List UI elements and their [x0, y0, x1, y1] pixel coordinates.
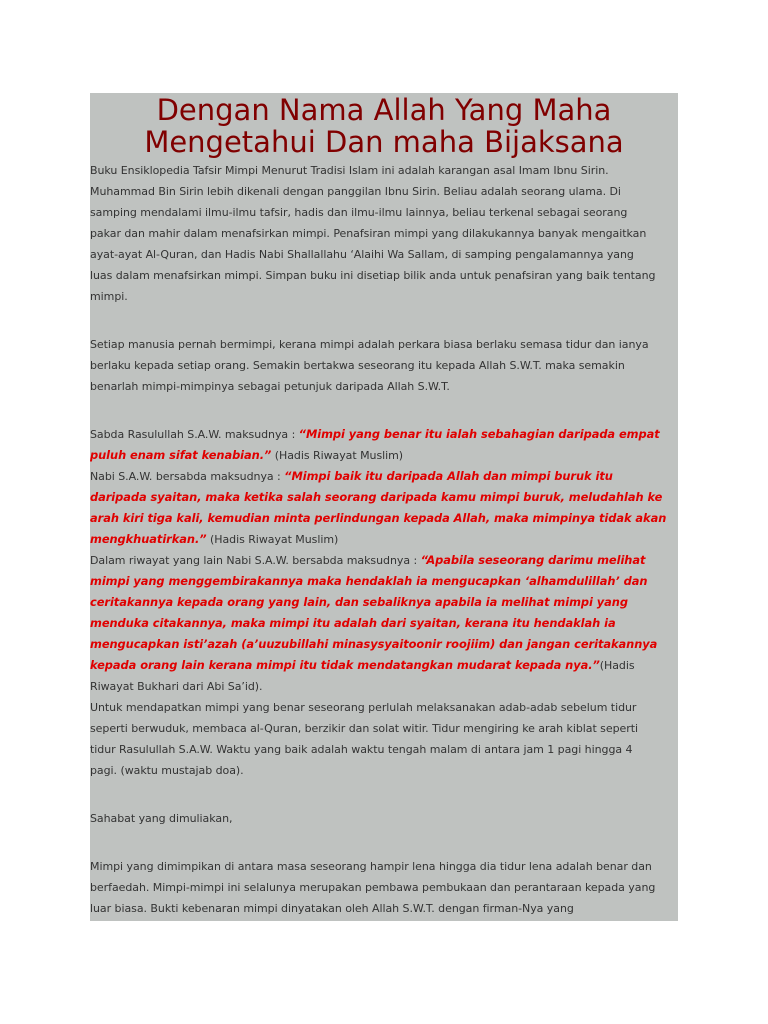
dream-paragraph [90, 334, 678, 397]
intro-paragraph [90, 160, 678, 307]
paragraph-line: Setiap manusia pernah bermimpi, kerana mimpi adalah perkara biasa berlaku semasa tidur dan ianya [90, 338, 649, 351]
hadith-line [90, 592, 678, 613]
hadith-quote: mengucapkan isti’azah (a’uuzubillahi minasysyaitoonir roojiim) dan jangan ceritakannya [90, 637, 658, 651]
paragraph-line: berfaedah. Mimpi-mimpi ini selalunya merupakan pembawa pembukaan dan perantaraan kepada yang [90, 881, 656, 894]
title-line-1: Dengan Nama Allah Yang Maha [156, 93, 612, 127]
hadith-2 [90, 466, 678, 550]
hadith-quote: ceritakannya kepada orang yang lain, dan sebaliknya apabila ia melihat mimpi yang [90, 595, 628, 609]
hadith-line [90, 634, 678, 655]
paragraph-line: berlaku kepada setiap orang. Semakin bertakwa seseorang itu kepada Allah S.W.T. maka semakin [90, 359, 625, 372]
intro-line: mimpi. [90, 290, 128, 303]
paragraph-spacer [90, 829, 678, 856]
intro-line: luas dalam menafsirkan mimpi. Simpan buku ini disetiap bilik anda untuk penafsiran yang baik tentang [90, 269, 656, 282]
intro-line: Buku Ensiklopedia Tafsir Mimpi Menurut Tradisi Islam ini adalah karangan asal Imam Ibnu Sirin. [90, 164, 609, 177]
hadith-prefix: Dalam riwayat yang lain Nabi S.A.W. bersabda maksudnya : [90, 554, 421, 567]
hadith-line [90, 445, 678, 466]
intro-line: ayat-ayat Al-Quran, dan Hadis Nabi Shallallahu ‘Alaihi Wa Sallam, di samping pengalamannya yang [90, 248, 634, 261]
hadith-quote: daripada syaitan, maka ketika salah seorang daripada kamu mimpi buruk, meludahlah ke [90, 490, 663, 504]
hadith-line [90, 655, 678, 676]
hadith-line [90, 676, 678, 697]
hadith-line [90, 613, 678, 634]
hadith-prefix: Sabda Rasulullah S.A.W. maksudnya : [90, 428, 299, 441]
title-line-2: Mengetahui Dan maha Bijaksana [144, 125, 624, 159]
hadith-line [90, 508, 678, 529]
hadith-quote: “Mimpi baik itu daripada Allah dan mimpi buruk itu [284, 469, 613, 483]
greeting-line: Sahabat yang dimuliakan, [90, 812, 233, 825]
hadith-quote: menduka citakannya, maka mimpi itu adalah dari syaitan, kerana itu hendaklah ia [90, 616, 616, 630]
hadith-line [90, 424, 678, 445]
hadith-prefix: Nabi S.A.W. bersabda maksudnya : [90, 470, 285, 483]
hadith-source: (Hadis Riwayat Muslim) [206, 533, 339, 546]
paragraph-line: tidur Rasulullah S.A.W. Waktu yang baik adalah waktu tengah malam di antara jam 1 pagi hingga 4 [90, 743, 633, 756]
paragraph-spacer [90, 397, 678, 424]
paragraph-line: pagi. (waktu mustajab doa). [90, 764, 244, 777]
hadith-quote: kepada orang lain kerana mimpi itu tidak mendatangkan mudarat kepada nya.” [90, 658, 600, 672]
paragraph-line: Untuk mendapatkan mimpi yang benar seseorang perlulah melaksanakan adab-adab sebelum tidur [90, 701, 637, 714]
hadith-quote: arah kiri tiga kali, kemudian minta perlindungan kepada Allah, maka mimpinya tidak akan [90, 511, 667, 525]
hadith-line [90, 487, 678, 508]
hadith-line [90, 529, 678, 550]
document-body [90, 160, 678, 919]
greeting-paragraph [90, 808, 678, 829]
hadith-quote: mimpi yang menggembirakannya maka hendaklah ia mengucapkan ‘alhamdulillah’ dan [90, 574, 648, 588]
intro-line: Muhammad Bin Sirin lebih dikenali dengan panggilan Ibnu Sirin. Beliau adalah seorang ulama. Di [90, 185, 621, 198]
final-paragraph [90, 856, 678, 919]
hadith-line [90, 466, 678, 487]
paragraph-line: luar biasa. Bukti kebenaran mimpi dinyatakan oleh Allah S.W.T. dengan firman-Nya yang [90, 902, 574, 915]
paragraph-line: benarlah mimpi-mimpinya sebagai petunjuk daripada Allah S.W.T. [90, 380, 450, 393]
intro-line: pakar dan mahir dalam menafsirkan mimpi. Penafsiran mimpi yang dilakukannya banyak mengaitkan [90, 227, 647, 240]
hadith-quote: mengkhuatirkan.” [90, 532, 207, 546]
hadith-source: (Hadis Riwayat Muslim) [271, 449, 404, 462]
hadith-source: Riwayat Bukhari dari Abi Sa’id). [90, 680, 263, 693]
paragraph-spacer [90, 307, 678, 334]
hadith-source: (Hadis [599, 659, 635, 672]
hadith-3 [90, 550, 678, 697]
hadith-quote: “Apabila seseorang darimu melihat [420, 553, 646, 567]
adab-paragraph [90, 697, 678, 781]
hadith-line [90, 550, 678, 571]
paragraph-line: seperti berwuduk, membaca al-Quran, berzikir dan solat witir. Tidur mengiring ke arah kiblat seperti [90, 722, 638, 735]
hadith-line [90, 571, 678, 592]
paragraph-line: Mimpi yang dimimpikan di antara masa seseorang hampir lena hingga dia tidur lena adalah benar dan [90, 860, 652, 873]
intro-line: samping mendalami ilmu-ilmu tafsir, hadis dan ilmu-ilmu lainnya, beliau terkenal sebagai seorang [90, 206, 628, 219]
hadith-quote: puluh enam sifat kenabian.” [90, 448, 272, 462]
hadith-quote: “Mimpi yang benar itu ialah sebahagian daripada empat [298, 427, 660, 441]
document-page [90, 93, 678, 921]
paragraph-spacer [90, 781, 678, 808]
hadith-1 [90, 424, 678, 466]
document-title [90, 93, 678, 158]
